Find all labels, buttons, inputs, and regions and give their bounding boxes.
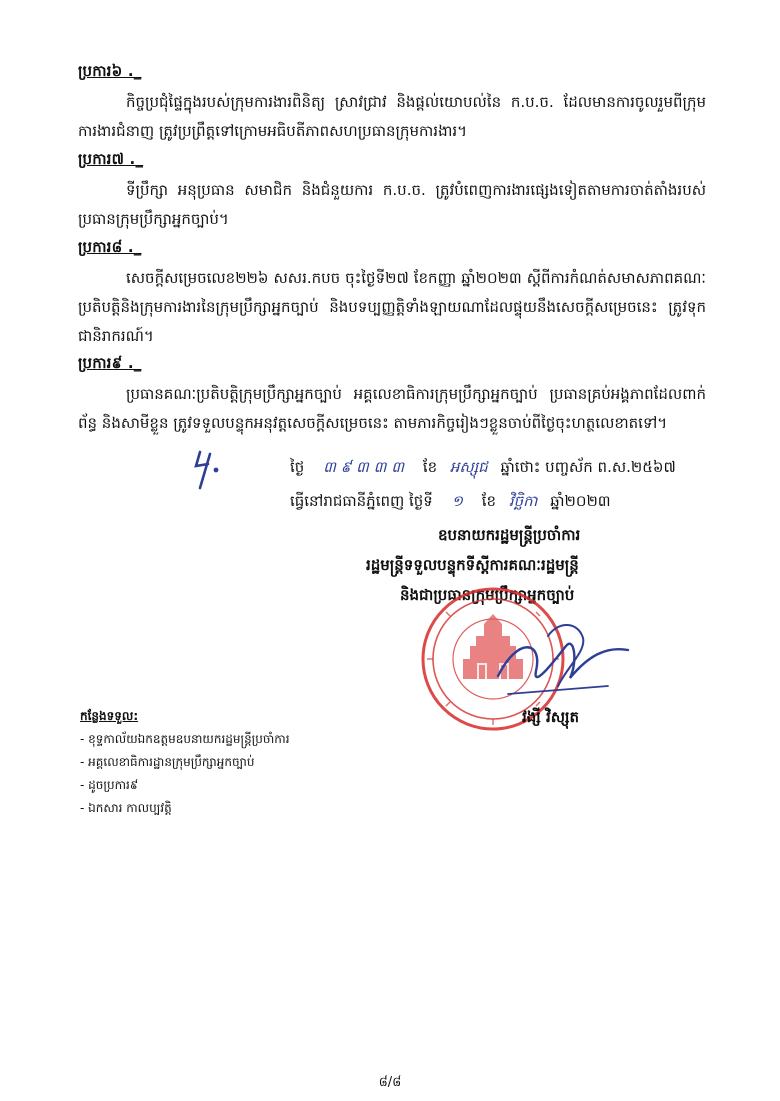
lunar-day-handwritten: ៣ ៩ ៣ ៣ ៣	[323, 458, 405, 476]
signatory-name: វង្សី វិស្សុត	[522, 708, 580, 726]
article-6-heading: ប្រការ៦ ._	[78, 62, 142, 80]
article-6-text: កិច្ចប្រជុំផ្ទៃក្នុងរបស់ក្រុមការងារពិនិត្យ ស្រាវជ្រាវ និងផ្តល់យោបល់នៃ ក.ប.ច. ដែលមានការចូលរួមពីក្រុមការងារជំនាញ ត្រូវប្រព្រឹត្តទៅក្រោមអធិបតីភាពសហប្រធានក្រុមការងារ។	[78, 93, 706, 140]
article-8-heading: ប្រការ៨ ._	[78, 238, 142, 256]
lunar-month-prefix: ខែ	[422, 458, 438, 476]
solar-year: ឆ្នាំ២០២៣	[550, 492, 611, 510]
article-9-heading: ប្រការ៩ ._	[78, 354, 142, 372]
solar-month-handwritten: វិច្ឆិកា	[508, 492, 538, 510]
recipients-heading: កន្លែងទទួល:	[80, 709, 139, 723]
signatory-title-1: ឧបនាយករដ្ឋមន្ត្រីប្រចាំការ	[438, 526, 581, 544]
article-9-text: ប្រធានគណៈប្រតិបត្តិក្រុមប្រឹក្សាអ្នកច្បាប់ អគ្គលេខាធិការក្រុមប្រឹក្សាអ្នកច្បាប់ ប្រធានគ្រប់អង្គភាពដែលពាក់ព័ន្ធ និងសាមីខ្លួន ត្រូវទទួលបន្ទុកអនុវត្តសេចក្តីសម្រេចនេះ តាមភារកិច្ចរៀងៗខ្លួនចាប់ពីថ្ងៃចុះហត្ថលេខាតទៅ។	[78, 385, 706, 432]
signature-icon	[488, 616, 638, 706]
signatory-title-3: និងជាប្រធានក្រុមប្រឹក្សាអ្នកច្បាប់	[400, 586, 575, 604]
solar-month-prefix: ខែ	[481, 492, 497, 510]
solar-date-line	[290, 492, 611, 514]
lunar-year: ឆ្នាំថោះ បញ្ចស័ក ព.ស.២៥៦៧	[500, 458, 676, 476]
lunar-date-line	[290, 458, 676, 480]
recipient-item: - ខុទ្ទកាល័យឯកឧត្តមឧបនាយករដ្ឋមន្ត្រីប្រចាំការ	[80, 732, 290, 746]
recipient-item: - ឯកសារ កាលប្បវត្តិ	[80, 801, 172, 815]
lunar-month-handwritten: អស្សុជ	[449, 458, 488, 476]
handwritten-initial-icon	[192, 448, 222, 492]
page-number: ៨/៨	[378, 1075, 402, 1090]
place-date-prefix: ធ្វើនៅរាជធានីភ្នំពេញ ថ្ងៃទី	[290, 492, 433, 510]
article-8-text: សេចក្តីសម្រេចលេខ២២៦ សសរ.កបច ចុះថ្ងៃទី២៧ ខែកញ្ញា ឆ្នាំ២០២៣ ស្តីពីការកំណត់សមាសភាពគណៈប្រតិបត្តិនិងក្រុមការងារនៃក្រុមប្រឹក្សាអ្នកច្បាប់ និងបទប្បញ្ញត្តិទាំងឡាយណាដែលផ្ទុយនឹងសេចក្តីសម្រេចនេះ ត្រូវទុកជានិរាករណ៍។	[78, 269, 706, 345]
article-7-heading: ប្រការ៧ ._	[78, 150, 144, 168]
recipient-item: - អគ្គលេខាធិការដ្ឋានក្រុមប្រឹក្សាអ្នកច្បាប់	[80, 755, 255, 769]
solar-day-handwritten: ១	[451, 492, 463, 510]
signatory-title-2: រដ្ឋមន្ត្រីទទួលបន្ទុកទីស្តីការគណៈរដ្ឋមន្ត្រី	[366, 556, 579, 574]
article-7-text: ទីប្រឹក្សា អនុប្រធាន សមាជិក និងជំនួយការ ក.ប.ច. ត្រូវបំពេញការងារផ្សេងទៀតតាមការចាត់តាំងរបស់ប្រធានក្រុមប្រឹក្សាអ្នកច្បាប់។	[78, 181, 706, 228]
lunar-date-prefix: ថ្ងៃ	[290, 458, 305, 476]
recipient-item: - ដូចប្រការ៩	[80, 778, 139, 792]
recipients-list	[80, 728, 290, 820]
